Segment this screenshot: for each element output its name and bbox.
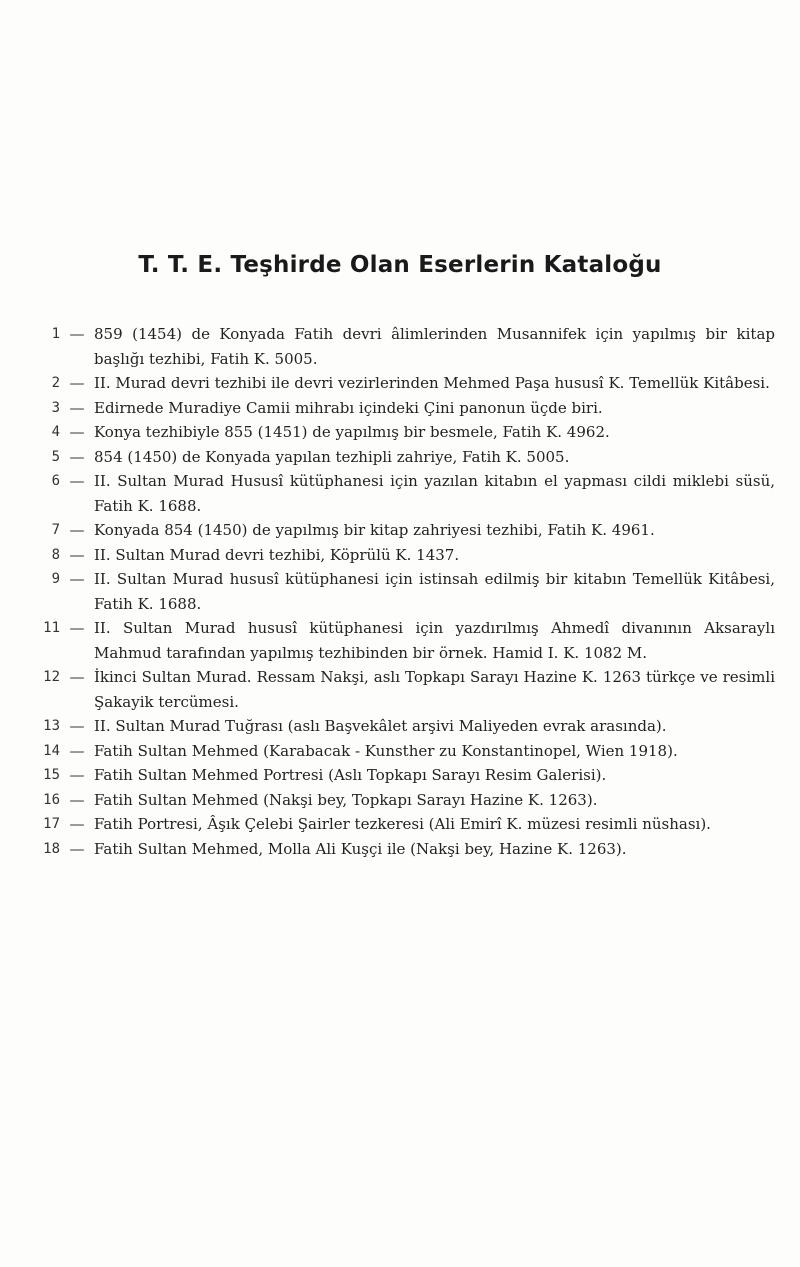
entry-text: II. Sultan Murad Hususî kütüphanesi için yazılan kitabın el yapması cildi miklebi süsü, Fatih K. 1688.: [94, 472, 775, 515]
page-title: T. T. E. Teşhirde Olan Eserlerin Kataloğu: [138, 252, 662, 278]
entry-dash: —: [69, 815, 85, 833]
entry-number: 12: [43, 669, 60, 685]
catalog-entry: [30, 469, 775, 518]
entry-dash: —: [69, 619, 85, 637]
entry-text: Fatih Sultan Mehmed (Nakşi bey, Topkapı Sarayı Hazine K. 1263).: [94, 790, 598, 809]
entry-dash: —: [69, 668, 85, 686]
entry-dash: —: [69, 839, 85, 858]
entry-text: Fatih Sultan Mehmed, Molla Ali Kuşçi ile (Nakşi bey, Hazine K. 1263).: [94, 839, 627, 858]
entry-number: 4: [51, 424, 60, 440]
catalog-entry: [30, 420, 775, 445]
entry-dash: —: [69, 374, 85, 392]
catalog-entry: [30, 616, 775, 665]
entry-number: 7: [51, 522, 60, 538]
entry-number: 5: [51, 448, 60, 465]
entry-number: 13: [43, 718, 60, 734]
catalog-list: [30, 322, 775, 861]
catalog-entry: [30, 714, 775, 739]
entry-dash: —: [69, 545, 85, 564]
catalog-entry: [30, 812, 775, 837]
entry-dash: —: [69, 423, 85, 441]
entry-text: II. Murad devri tezhibi ile devri vezirlerinden Mehmed Paşa hususî K. Temellük Kitâbesi.: [94, 374, 770, 392]
catalog-entry: [30, 837, 775, 862]
entry-text: Fatih Sultan Mehmed (Karabacak - Kunsther zu Konstantinopel, Wien 1918).: [94, 741, 678, 760]
entry-dash: —: [69, 790, 85, 809]
entry-number: 17: [43, 816, 60, 832]
entry-number: 18: [43, 840, 60, 857]
entry-number: 9: [51, 571, 60, 587]
entry-text: II. Sultan Murad hususî kütüphanesi için istinsah edilmiş bir kitabın Temellük Kitâbesi, Fatih K. 1688.: [94, 570, 775, 613]
entry-dash: —: [69, 570, 85, 588]
entry-text: Fatih Portresi, Âşık Çelebi Şairler tezkeresi (Ali Emirî K. müzesi resimli nüshası).: [94, 815, 711, 833]
catalog-entry: [30, 543, 775, 568]
entry-number: 11: [43, 620, 60, 636]
entry-dash: —: [69, 521, 85, 539]
entry-number: 15: [43, 767, 60, 783]
entry-dash: —: [69, 472, 85, 490]
entry-dash: —: [69, 398, 85, 417]
entry-number: 16: [43, 791, 60, 808]
entry-text: II. Sultan Murad devri tezhibi, Köprülü K. 1437.: [94, 545, 460, 564]
entry-text: Fatih Sultan Mehmed Portresi (Aslı Topkapı Sarayı Resim Galerisi).: [94, 766, 607, 784]
catalog-entry: [30, 371, 775, 396]
entry-text: İkinci Sultan Murad. Ressam Nakşi, aslı Topkapı Sarayı Hazine K. 1263 türkçe ve resimli Şakayik tercümesi.: [94, 668, 775, 711]
catalog-entry: [30, 788, 775, 813]
entry-text: Konya tezhibiyle 855 (1451) de yapılmış bir besmele, Fatih K. 4962.: [94, 423, 610, 441]
entry-text: II. Sultan Murad Tuğrası (aslı Başvekâlet arşivi Maliyeden evrak arasında).: [94, 717, 667, 735]
entry-number: 1: [51, 326, 60, 342]
entry-number: 6: [51, 473, 60, 489]
catalog-entry: [30, 763, 775, 788]
catalog-entry: [30, 445, 775, 470]
catalog-entry: [30, 665, 775, 714]
entry-dash: —: [69, 741, 85, 760]
catalog-entry: [30, 567, 775, 616]
entry-text: Edirnede Muradiye Camii mihrabı içindeki Çini panonun üçde biri.: [94, 398, 603, 417]
entry-dash: —: [69, 766, 85, 784]
catalog-entry: [30, 739, 775, 764]
entry-number: 2: [51, 375, 60, 391]
entry-number: 14: [43, 742, 60, 759]
entry-number: 8: [51, 546, 60, 563]
catalog-entry: [30, 396, 775, 421]
entry-dash: —: [69, 325, 85, 343]
entry-text: 854 (1450) de Konyada yapılan tezhipli zahriye, Fatih K. 5005.: [94, 447, 570, 466]
entry-text: 859 (1454) de Konyada Fatih devri âlimlerinden Musannifek için yapılmış bir kitap başlığı tezhibi, Fatih K. 5005.: [94, 325, 775, 368]
entry-number: 3: [51, 399, 60, 416]
entry-dash: —: [69, 717, 85, 735]
entry-text: Konyada 854 (1450) de yapılmış bir kitap zahriyesi tezhibi, Fatih K. 4961.: [94, 521, 655, 539]
entry-dash: —: [69, 447, 85, 466]
catalog-entry: [30, 518, 775, 543]
entry-text: II. Sultan Murad hususî kütüphanesi için yazdırılmış Ahmedî divanının Aksaraylı Mahmud tarafından yapılmış tezhibinden bir örnek. Hamid I. K. 1082 M.: [94, 619, 775, 662]
catalog-entry: [30, 322, 775, 371]
